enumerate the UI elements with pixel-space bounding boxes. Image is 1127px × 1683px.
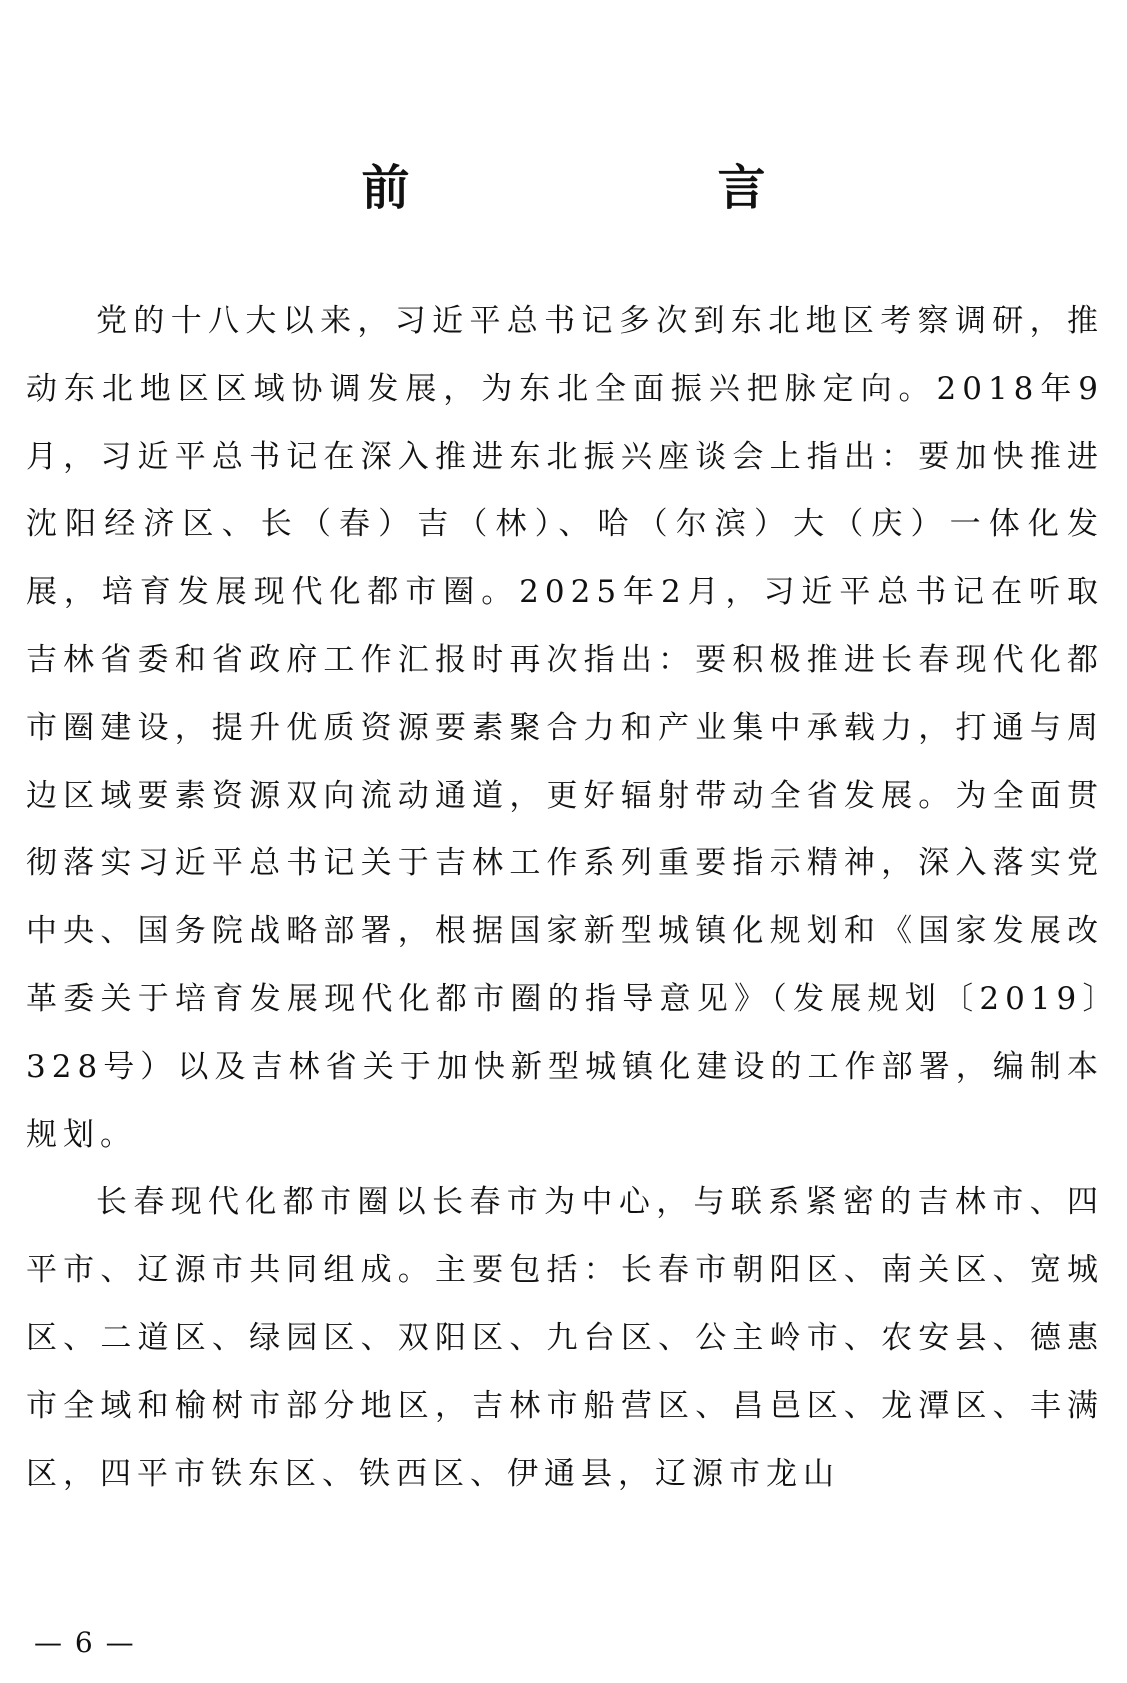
page-title: 前 言 [361, 160, 896, 216]
paragraph-preface-background: 党的十八大以来，习近平总书记多次到东北地区考察调研，推动东北地区区域协调发展，为东北全面振兴把脉定向。2018年9月，习近平总书记在深入推进东北振兴座谈会上指出：要加快推进沈阳经济区、长（春）吉（林）、哈（尔滨）大（庆）一体化发展，培育发展现代化都市圈。2025年2月，习近平总书记在听取吉林省委和省政府工作汇报时再次指出：要积极推进长春现代化都市圈建设，提升优质资源要素聚合力和产业集中承载力，打通与周边区域要素资源双向流动通道，更好辐射带动全省发展。为全面贯彻落实习近平总书记关于吉林工作系列重要指示精神，深入落实党中央、国务院战略部署，根据国家新型城镇化规划和《国家发展改革委关于培育发展现代化都市圈的指导意见》（发展规划〔2019〕328号）以及吉林省关于加快新型城镇化建设的工作部署，编制本规划。 [26, 303, 1104, 1153]
body-text [26, 288, 1104, 1508]
page-number: — 6 — [34, 1626, 136, 1659]
paragraph-preface-scope: 长春现代化都市圈以长春市为中心，与联系紧密的吉林市、四平市、辽源市共同组成。主要包括：长春市朝阳区、南关区、宽城区、二道区、绿园区、双阳区、九台区、公主岭市、农安县、德惠市全域和榆树市部分地区，吉林市船营区、昌邑区、龙潭区、丰满区，四平市铁东区、铁西区、伊通县，辽源市龙山 [26, 1184, 1104, 1492]
